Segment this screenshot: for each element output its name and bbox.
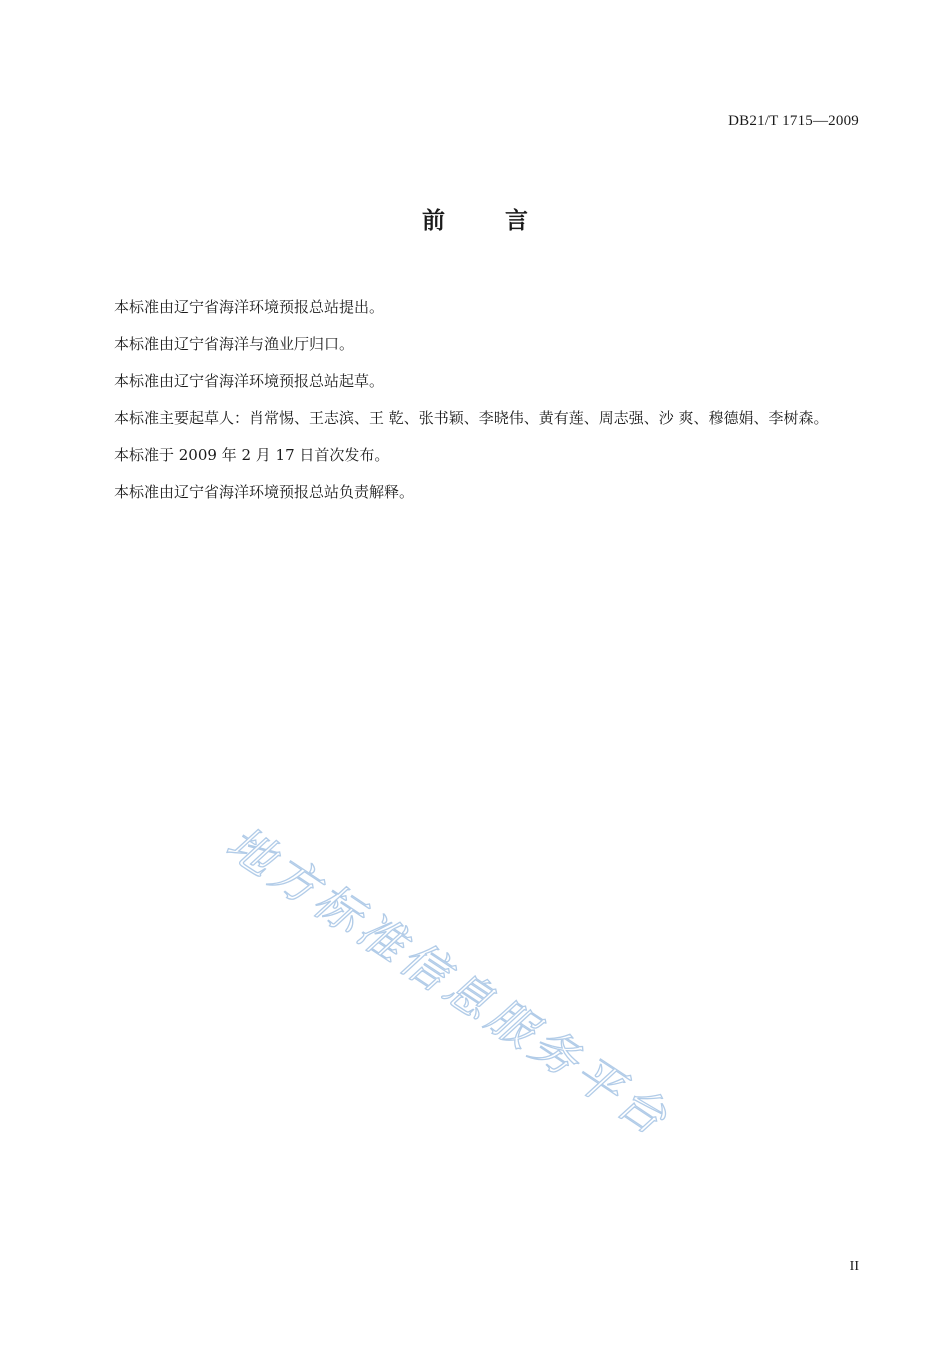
paragraph-drafting-unit: 本标准由辽宁省海洋环境预报总站起草。 — [114, 372, 385, 390]
paragraph-interpretation: 本标准由辽宁省海洋环境预报总站负责解释。 — [114, 483, 415, 501]
foreword-body — [114, 289, 860, 511]
paragraph-centralized-unit: 本标准由辽宁省海洋与渔业厅归口。 — [114, 335, 355, 353]
paragraph-release-date: 本标准于 2009 年 2 月 17 日首次发布。 — [114, 446, 390, 464]
paragraph-drafters: 本标准主要起草人：肖常惕、王志滨、王 乾、张书颖、李晓伟、黄有莲、周志强、沙 爽、穆德娟、李树森。 — [114, 409, 829, 427]
paragraph-proposer: 本标准由辽宁省海洋环境预报总站提出。 — [114, 298, 385, 316]
document-code: DB21/T 1715—2009 — [728, 113, 859, 129]
page-number: II — [849, 1259, 859, 1274]
watermark-text: 地方标准信息服务平台 — [217, 815, 681, 1148]
page-title: 前言 — [422, 208, 588, 234]
